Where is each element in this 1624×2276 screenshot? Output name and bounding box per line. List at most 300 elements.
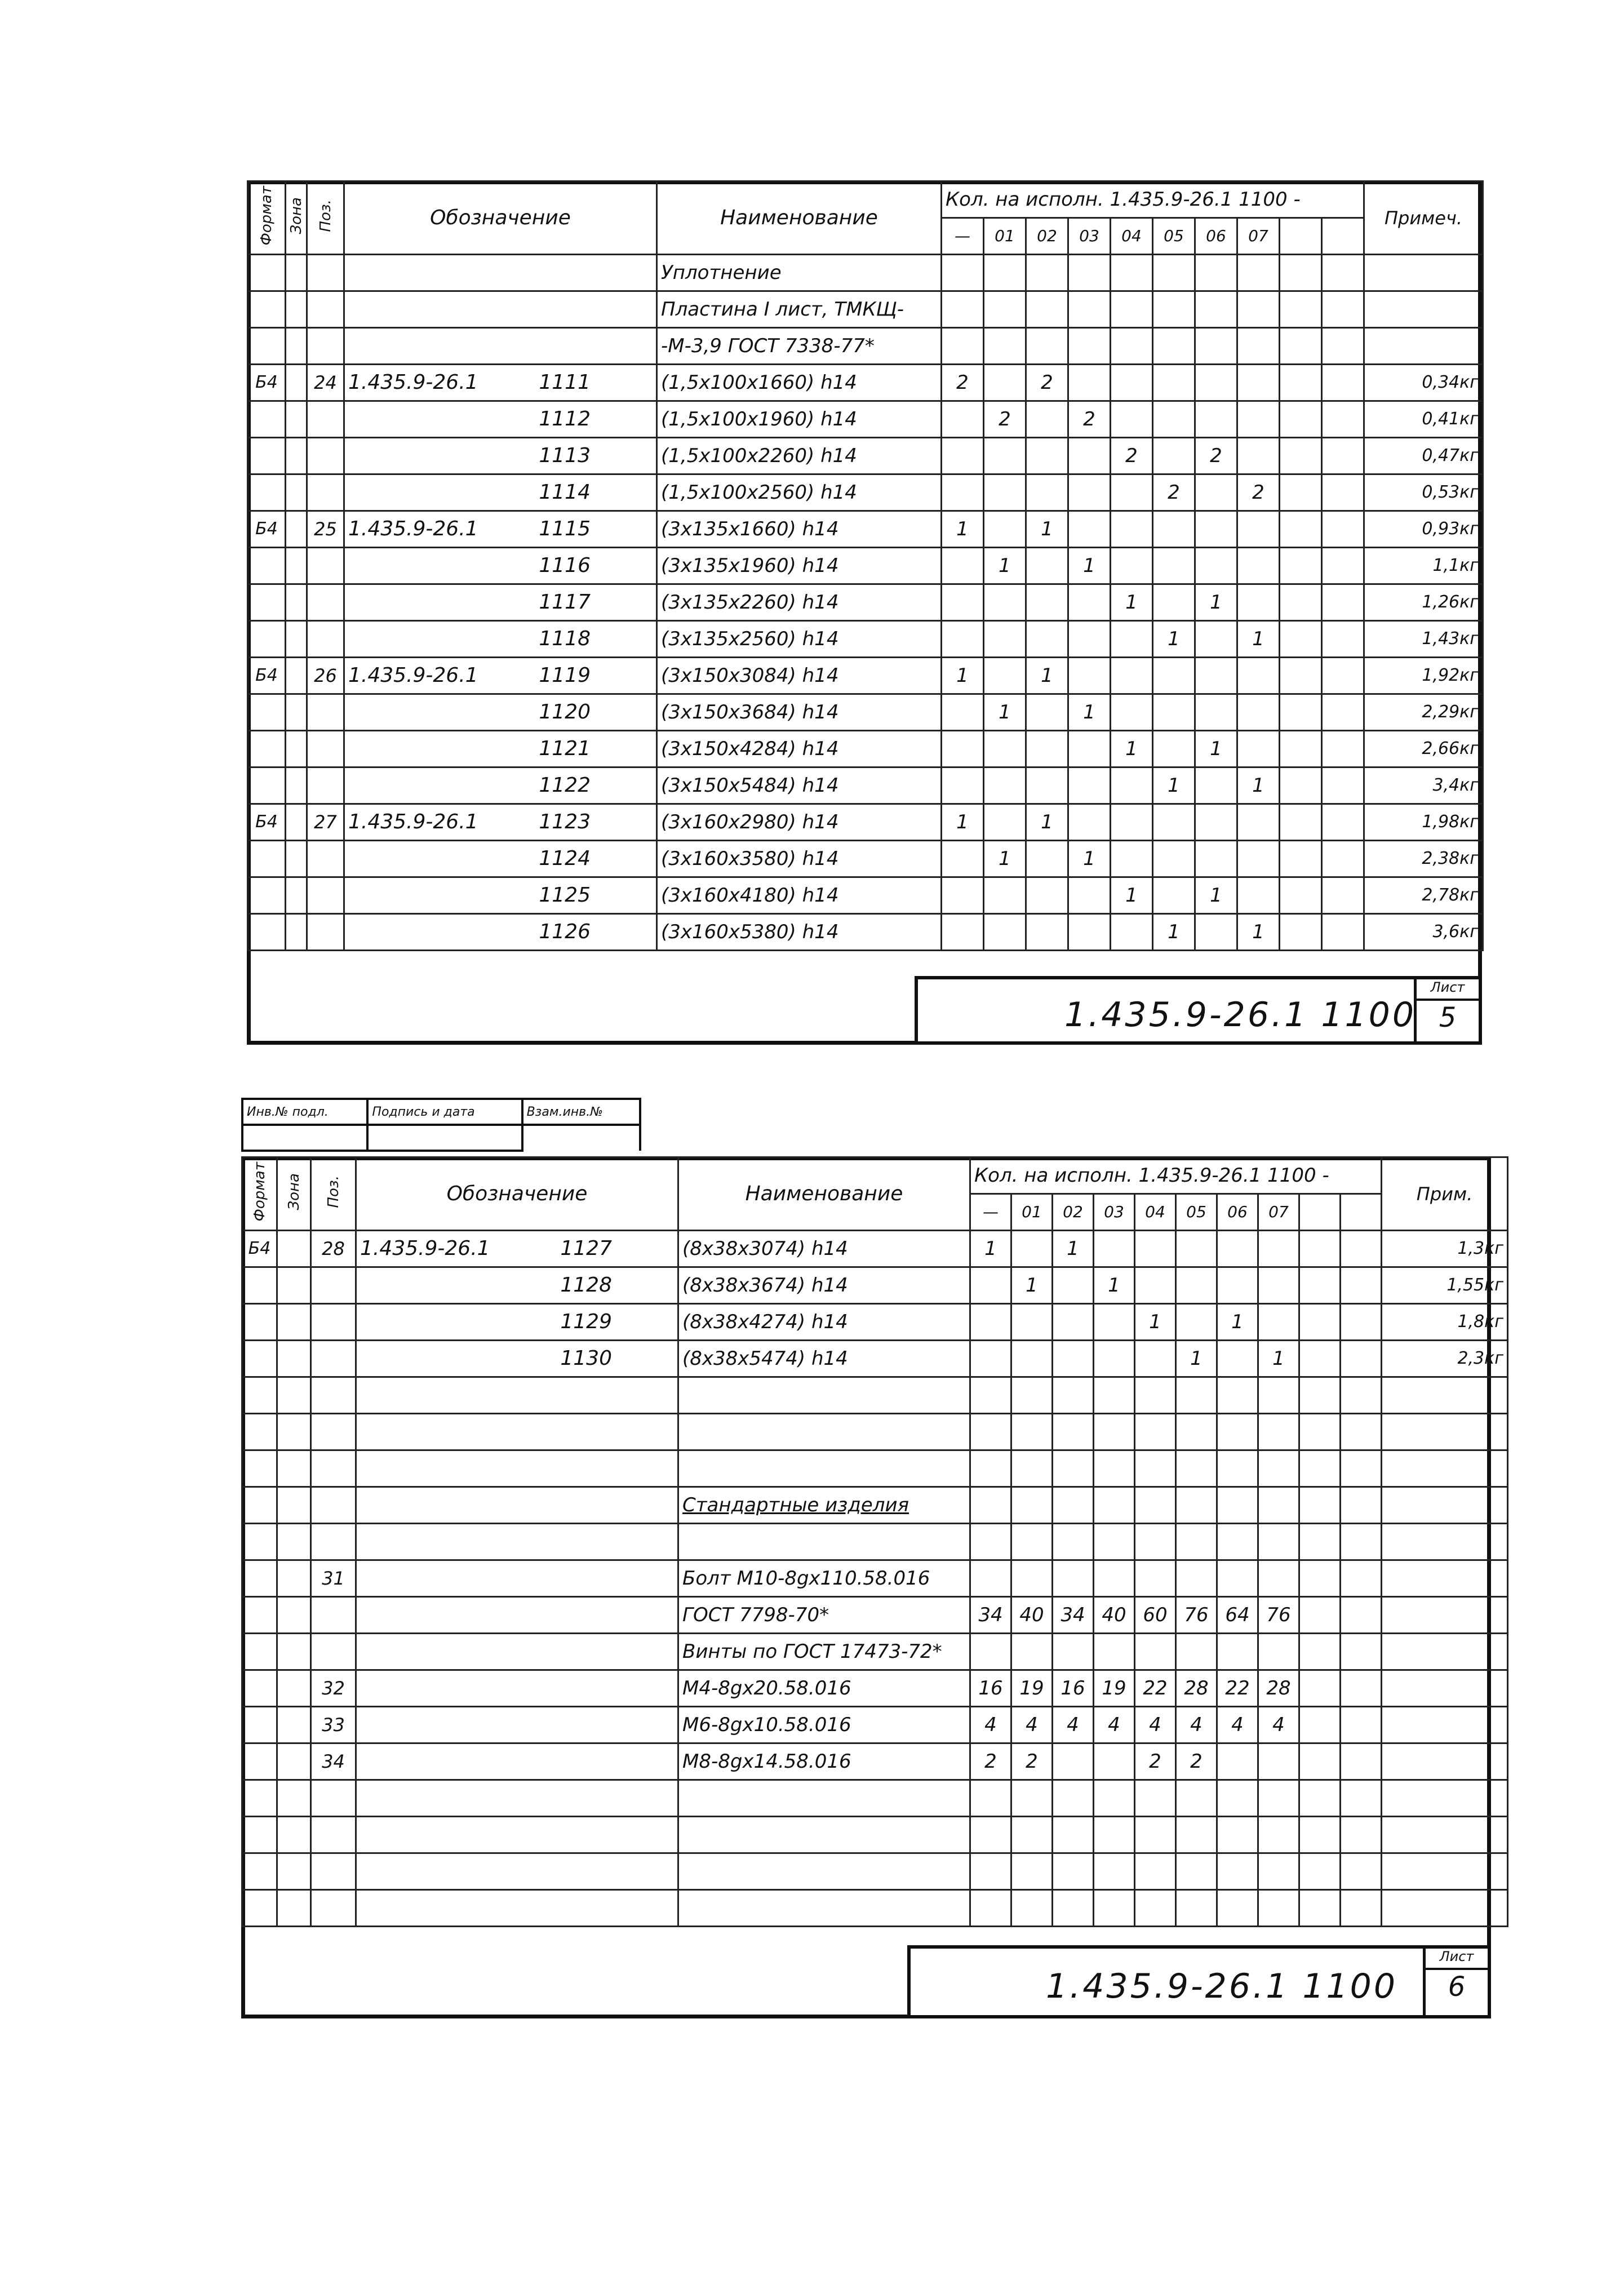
position-cell (311, 1597, 356, 1634)
quantity-cell (1153, 328, 1195, 365)
quantity-cell: 60 (1135, 1597, 1176, 1634)
quantity-cell (1237, 365, 1280, 401)
quantity-cell (1258, 1634, 1299, 1670)
designation-cell (356, 1487, 678, 1524)
quantity-cell (1135, 1853, 1176, 1890)
quantity-cell (1195, 365, 1237, 401)
quantity-cell-empty (1299, 1670, 1341, 1707)
quantity-cell (1094, 1780, 1135, 1817)
quantity-cell: 1 (1195, 584, 1237, 621)
quantity-cell (1217, 1377, 1258, 1414)
quantity-cell-empty (1341, 1304, 1382, 1341)
name-cell: Уплотнение (657, 255, 942, 291)
designation-cell (356, 1524, 678, 1560)
quantity-cell (1011, 1524, 1053, 1560)
quantity-cell-empty (1280, 877, 1322, 914)
note-cell: 1,43кг (1364, 621, 1483, 658)
format-cell (242, 1450, 277, 1487)
quantity-cell-empty (1341, 1817, 1382, 1853)
designation-number: 1122 (539, 774, 591, 797)
designation-number: 1123 (539, 810, 591, 833)
format-cell: Б4 (242, 1231, 277, 1267)
quantity-cell-empty (1341, 1597, 1382, 1634)
quantity-cell (1217, 1524, 1258, 1560)
quantity-cell (1195, 328, 1237, 365)
quantity-cell-empty (1299, 1377, 1341, 1414)
table-row (248, 694, 1483, 731)
quantity-cell-empty (1280, 841, 1322, 877)
designation-number: 1121 (539, 737, 591, 760)
name-cell: (3x150x3084) h14 (657, 658, 942, 694)
quantity-cell (1217, 1267, 1258, 1304)
quantity-cell: 2 (1237, 474, 1280, 511)
quantity-cell (1026, 291, 1068, 328)
quantity-cell (1053, 1780, 1094, 1817)
quantity-cell-empty (1341, 1377, 1382, 1414)
designation-cell (344, 767, 657, 804)
quantity-cell (970, 1414, 1011, 1450)
quantity-cell: 2 (942, 365, 984, 401)
zone-cell (277, 1707, 311, 1743)
inventory-number-label: Инв.№ подл. (242, 1099, 367, 1125)
quantity-cell: 1 (1217, 1304, 1258, 1341)
quantity-cell (1237, 291, 1280, 328)
quantity-cell (1068, 365, 1111, 401)
note-header: Прим. (1382, 1157, 1508, 1231)
quantity-cell: 1 (1195, 731, 1237, 767)
format-cell (242, 1560, 277, 1597)
name-cell (678, 1524, 970, 1560)
designation-number: 1124 (539, 847, 591, 870)
table-row (248, 255, 1483, 291)
name-cell: (8x38x4274) h14 (678, 1304, 970, 1341)
variant-header: 07 (1237, 218, 1280, 255)
format-cell (248, 255, 286, 291)
quantity-cell: 2 (984, 401, 1026, 438)
format-cell (248, 877, 286, 914)
quantity-cell (1068, 731, 1111, 767)
table-row (242, 1304, 1508, 1341)
quantity-cell (1176, 1231, 1217, 1267)
table-row (242, 1341, 1508, 1377)
quantity-cell (1258, 1743, 1299, 1780)
quantity-cell: 2 (1011, 1743, 1053, 1780)
table-row (242, 1817, 1508, 1853)
zone-cell (286, 438, 307, 474)
table-row (242, 1634, 1508, 1670)
note-cell (1382, 1890, 1508, 1927)
note-cell: 2,29кг (1364, 694, 1483, 731)
quantity-cell: 1 (942, 658, 984, 694)
designation-cell (356, 1670, 678, 1707)
quantity-cell-empty (1341, 1231, 1382, 1267)
quantity-cell (1111, 804, 1153, 841)
quantity-cell (942, 877, 984, 914)
title-block-sheet-2 (907, 1945, 1491, 2018)
quantity-cell (1011, 1450, 1053, 1487)
quantity-cell (1068, 877, 1111, 914)
quantity-cell-empty (1299, 1597, 1341, 1634)
quantity-cell-empty (1322, 328, 1364, 365)
name-cell: ГОСТ 7798-70* (678, 1597, 970, 1634)
quantity-cell (1135, 1231, 1176, 1267)
quantity-cell-empty (1341, 1414, 1382, 1450)
quantity-cell (1053, 1304, 1094, 1341)
quantity-cell: 1 (1237, 767, 1280, 804)
designation-cell (356, 1377, 678, 1414)
drawing-code: 1.435.9-26.1 1100 (1064, 995, 1417, 1035)
quantity-cell (1237, 804, 1280, 841)
quantity-cell-empty (1322, 914, 1364, 951)
name-cell: (3x160x3580) h14 (657, 841, 942, 877)
quantity-cell (1258, 1304, 1299, 1341)
note-cell: 3,4кг (1364, 767, 1483, 804)
designation-code: 1.435.9-26.1 (348, 517, 478, 540)
name-header: Наименование (657, 181, 942, 255)
position-cell (307, 767, 344, 804)
note-cell: 3,6кг (1364, 914, 1483, 951)
quantity-cell (984, 365, 1026, 401)
zone-cell (286, 365, 307, 401)
quantity-cell (1195, 841, 1237, 877)
quantity-cell (1135, 1780, 1176, 1817)
quantity-cell (1053, 1450, 1094, 1487)
quantity-cell (1176, 1817, 1217, 1853)
variant-header: 07 (1258, 1194, 1299, 1231)
designation-cell (344, 621, 657, 658)
quantity-cell (1111, 511, 1153, 548)
position-cell: 26 (307, 658, 344, 694)
quantity-cell-empty (1280, 401, 1322, 438)
note-cell (1382, 1487, 1508, 1524)
format-cell (248, 328, 286, 365)
quantity-cell (1011, 1634, 1053, 1670)
designation-cell (344, 548, 657, 584)
quantity-cell (1237, 584, 1280, 621)
position-cell: 28 (311, 1231, 356, 1267)
quantity-cell (1258, 1853, 1299, 1890)
sheet-label: Лист (1426, 1949, 1488, 1970)
note-cell: 1,26кг (1364, 584, 1483, 621)
quantity-cell (984, 621, 1026, 658)
note-cell (1364, 328, 1483, 365)
quantity-cell-empty (1280, 548, 1322, 584)
name-cell (678, 1853, 970, 1890)
quantity-cell (1094, 1817, 1135, 1853)
quantity-cell (1011, 1304, 1053, 1341)
table-row (242, 1414, 1508, 1450)
variant-header: 05 (1176, 1194, 1217, 1231)
quantity-cell-empty (1322, 255, 1364, 291)
quantity-cell (942, 621, 984, 658)
designation-number: 1112 (539, 407, 591, 431)
quantity-cell (1053, 1267, 1094, 1304)
quantity-cell-empty (1341, 1524, 1382, 1560)
quantity-cell (1111, 401, 1153, 438)
quantity-cell (942, 401, 984, 438)
quantity-cell: 16 (970, 1670, 1011, 1707)
zone-cell (277, 1597, 311, 1634)
quantity-cell: 1 (1153, 621, 1195, 658)
table-row (248, 365, 1483, 401)
designation-cell (356, 1597, 678, 1634)
table-row (242, 1231, 1508, 1267)
quantity-cell (1153, 401, 1195, 438)
quantity-cell-empty (1280, 804, 1322, 841)
format-cell (242, 1267, 277, 1304)
name-cell: (3x160x4180) h14 (657, 877, 942, 914)
designation-cell (344, 914, 657, 951)
table-row (242, 1267, 1508, 1304)
designation-cell (356, 1743, 678, 1780)
quantity-cell-empty (1322, 365, 1364, 401)
designation-cell (344, 511, 657, 548)
quantity-cell (1068, 255, 1111, 291)
format-cell (242, 1670, 277, 1707)
name-cell: (1,5x100x1960) h14 (657, 401, 942, 438)
quantity-cell (1135, 1450, 1176, 1487)
quantity-cell (984, 804, 1026, 841)
quantity-cell (1153, 731, 1195, 767)
quantity-cell (1258, 1267, 1299, 1304)
position-cell (311, 1341, 356, 1377)
quantity-cell (1094, 1304, 1135, 1341)
position-cell (311, 1487, 356, 1524)
position-cell (307, 877, 344, 914)
quantity-cell-empty (1299, 1524, 1341, 1560)
quantity-cell (1176, 1450, 1217, 1487)
zone-cell (277, 1267, 311, 1304)
quantity-cell (1258, 1890, 1299, 1927)
designation-cell (356, 1267, 678, 1304)
quantity-cell: 2 (1195, 438, 1237, 474)
zone-cell (277, 1853, 311, 1890)
designation-cell (356, 1780, 678, 1817)
quantity-cell (1094, 1341, 1135, 1377)
format-cell (242, 1524, 277, 1560)
quantity-cell-empty (1322, 694, 1364, 731)
quantity-cell: 4 (1176, 1707, 1217, 1743)
quantity-cell: 2 (970, 1743, 1011, 1780)
note-cell (1382, 1377, 1508, 1414)
designation-number: 1129 (560, 1310, 612, 1333)
quantity-cell-empty (1322, 621, 1364, 658)
note-cell (1382, 1817, 1508, 1853)
table-row (248, 877, 1483, 914)
sheet-label: Лист (1417, 979, 1479, 1001)
quantity-cell (1195, 401, 1237, 438)
quantity-cell (1217, 1743, 1258, 1780)
position-cell: 33 (311, 1707, 356, 1743)
position-cell: 25 (307, 511, 344, 548)
quantity-cell (942, 548, 984, 584)
quantity-cell (1011, 1890, 1053, 1927)
position-cell (311, 1853, 356, 1890)
note-cell (1382, 1634, 1508, 1670)
position-cell (307, 438, 344, 474)
quantity-cell (1094, 1743, 1135, 1780)
position-cell: 34 (311, 1743, 356, 1780)
zone-cell (277, 1341, 311, 1377)
name-cell: (3x160x5380) h14 (657, 914, 942, 951)
quantity-cell: 2 (1153, 474, 1195, 511)
position-cell (311, 1414, 356, 1450)
zone-cell (277, 1524, 311, 1560)
quantity-cell (970, 1267, 1011, 1304)
format-cell (248, 914, 286, 951)
format-header (242, 1157, 277, 1231)
position-cell (307, 841, 344, 877)
zone-header (277, 1157, 311, 1231)
position-cell (311, 1450, 356, 1487)
note-cell: 2,3кг (1382, 1341, 1508, 1377)
quantity-cell-empty (1299, 1853, 1341, 1890)
quantity-cell (942, 438, 984, 474)
quantity-cell (942, 291, 984, 328)
quantity-cell: 22 (1135, 1670, 1176, 1707)
position-header-text: Поз. (325, 1175, 342, 1208)
zone-header-text: Зона (285, 1173, 303, 1210)
quantity-cell: 40 (1094, 1597, 1135, 1634)
quantity-cell (984, 731, 1026, 767)
quantity-cell (1258, 1487, 1299, 1524)
designation-cell (344, 694, 657, 731)
note-cell (1382, 1780, 1508, 1817)
quantity-cell (1068, 511, 1111, 548)
quantity-cell (1258, 1780, 1299, 1817)
zone-header (286, 181, 307, 255)
zone-cell (286, 767, 307, 804)
quantity-cell-empty (1280, 767, 1322, 804)
quantity-cell (1026, 767, 1068, 804)
table-row (248, 767, 1483, 804)
quantity-cell (970, 1780, 1011, 1817)
sheet-number: 5 (1439, 1002, 1457, 1033)
quantity-cell (1195, 804, 1237, 841)
designation-header: Обозначение (344, 181, 657, 255)
note-cell: 2,78кг (1364, 877, 1483, 914)
table-row (242, 1707, 1508, 1743)
table-row (248, 548, 1483, 584)
designation-cell (356, 1560, 678, 1597)
designation-cell (356, 1231, 678, 1267)
position-cell: 32 (311, 1670, 356, 1707)
quantity-cell (1135, 1890, 1176, 1927)
quantity-cell: 4 (1011, 1707, 1053, 1743)
quantity-cell: 1 (984, 841, 1026, 877)
quantity-cell: 1 (1176, 1341, 1217, 1377)
quantity-cell (970, 1487, 1011, 1524)
note-cell (1382, 1743, 1508, 1780)
note-cell: 0,41кг (1364, 401, 1483, 438)
position-cell (307, 548, 344, 584)
zone-cell (286, 511, 307, 548)
quantity-cell (1011, 1231, 1053, 1267)
zone-cell (286, 914, 307, 951)
quantity-cell: 1 (1111, 584, 1153, 621)
table-row (242, 1780, 1508, 1817)
quantity-cell (1026, 438, 1068, 474)
designation-cell (344, 658, 657, 694)
quantity-cell: 1 (1111, 731, 1153, 767)
quantity-cell (1026, 584, 1068, 621)
designation-cell (356, 1341, 678, 1377)
designation-number: 1116 (539, 554, 591, 577)
quantity-cell (1217, 1341, 1258, 1377)
quantity-cell-empty (1341, 1560, 1382, 1597)
quantity-cell: 1 (1237, 914, 1280, 951)
quantity-cell-empty (1280, 621, 1322, 658)
quantity-cell (1094, 1890, 1135, 1927)
quantity-cell: 2 (1111, 438, 1153, 474)
quantity-cell: 28 (1176, 1670, 1217, 1707)
zone-cell (286, 401, 307, 438)
quantity-cell (1011, 1487, 1053, 1524)
position-cell (307, 731, 344, 767)
quantity-cell: 34 (970, 1597, 1011, 1634)
zone-cell (277, 1743, 311, 1780)
quantity-cell (1217, 1231, 1258, 1267)
zone-cell (277, 1817, 311, 1853)
designation-cell (344, 877, 657, 914)
quantity-cell-empty (1299, 1890, 1341, 1927)
name-cell: М6-8gx10.58.016 (678, 1707, 970, 1743)
note-cell: 1,1кг (1364, 548, 1483, 584)
quantity-cell (1111, 328, 1153, 365)
table-row (242, 1524, 1508, 1560)
quantity-cell (984, 291, 1026, 328)
quantity-cell (1135, 1341, 1176, 1377)
name-cell: (3x160x2980) h14 (657, 804, 942, 841)
quantity-cell-empty (1322, 291, 1364, 328)
name-cell: (1,5x100x2260) h14 (657, 438, 942, 474)
designation-cell (356, 1634, 678, 1670)
quantity-cell-empty (1299, 1634, 1341, 1670)
zone-cell (277, 1634, 311, 1670)
format-cell (242, 1853, 277, 1890)
format-cell (242, 1634, 277, 1670)
quantity-cell: 1 (1053, 1231, 1094, 1267)
quantity-cell (1176, 1304, 1217, 1341)
table-row (248, 658, 1483, 694)
quantity-cell: 64 (1217, 1597, 1258, 1634)
quantity-cell: 1 (1026, 804, 1068, 841)
variant-header-empty (1280, 218, 1322, 255)
quantity-cell (1176, 1634, 1217, 1670)
position-cell (307, 474, 344, 511)
quantity-cell (1237, 438, 1280, 474)
quantity-cell: 1 (1011, 1267, 1053, 1304)
variant-header: — (942, 218, 984, 255)
position-cell (307, 584, 344, 621)
format-header-text: Формат (251, 1162, 268, 1222)
quantity-cell-empty (1299, 1450, 1341, 1487)
format-cell (248, 548, 286, 584)
quantity-cell (1053, 1890, 1094, 1927)
note-cell (1382, 1414, 1508, 1450)
position-cell (307, 255, 344, 291)
quantity-cell (942, 914, 984, 951)
quantity-cell (1068, 914, 1111, 951)
designation-cell (356, 1817, 678, 1853)
quantity-cell (970, 1634, 1011, 1670)
quantity-cell-empty (1322, 804, 1364, 841)
quantity-cell-empty (1280, 474, 1322, 511)
format-cell (248, 621, 286, 658)
quantity-cell (1094, 1414, 1135, 1450)
note-cell (1382, 1670, 1508, 1707)
position-header (307, 181, 344, 255)
